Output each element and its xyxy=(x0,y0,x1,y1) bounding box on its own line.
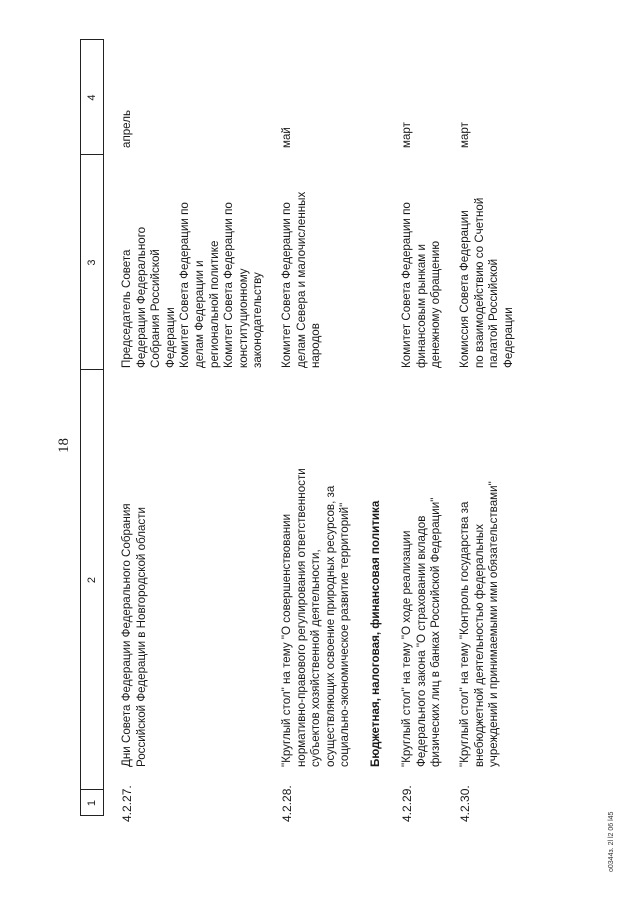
row-month: март xyxy=(400,122,413,148)
section-heading: Бюджетная, налоговая, финансовая политика xyxy=(369,500,382,767)
row-event: "Круглый стол" на тему "О совершенствовании нормативно-правового регулирования ответственности субъектов хозяйственной деятельности, осуществляющих освоение природных ресурсов, за социально-экономическое развитие территорий" xyxy=(280,468,352,767)
page-number: 18 xyxy=(56,438,72,453)
footer-print-code: о0344з. 2l l2 06 l45 xyxy=(608,811,615,872)
header-bottom-rule xyxy=(103,40,104,816)
row-month: апрель xyxy=(120,109,133,148)
header-top-rule xyxy=(80,40,81,816)
header-col-1: 1 xyxy=(86,799,98,807)
row-responsible: Комитет Совета Федерации по делам Севера и малочисленных народов xyxy=(280,191,323,368)
row-responsible: Комиссия Совета Федерации по взаимодействию со Счетной палатой Российской Федерации xyxy=(458,197,515,368)
row-responsible: Председатель Совета Федерации Федерального Собрания Российской Федерации Комитет Совета Федерации по делам Федерации и региональной политике Комитет Совета Федерации по конституционному законодательству xyxy=(120,202,265,368)
header-col-2: 2 xyxy=(86,576,98,584)
row-event: "Круглый стол" на тему "Контроль государства за внебюджетной деятельностью федеральных учреждений и принимаемыми ими обязательствами" xyxy=(458,481,501,767)
row-month: март xyxy=(458,122,471,148)
header-col-3: 3 xyxy=(86,259,98,266)
row-number: 4.2.29. xyxy=(400,785,414,822)
header-col-4: 4 xyxy=(86,94,98,101)
row-event: "Круглый стол" на тему "О ходе реализации Федерального закона "О страховании вкладов физических лиц в банках Российской Федерации" xyxy=(400,497,443,767)
row-number: 4.2.28. xyxy=(280,785,294,822)
row-number: 4.2.30. xyxy=(458,785,472,822)
row-responsible: Комитет Совета Федерации по финансовым рынкам и денежному обращению xyxy=(400,202,443,368)
row-number: 4.2.27. xyxy=(120,785,134,822)
row-month: май xyxy=(280,127,293,148)
row-event: Дни Совета Федерации Федерального Собрания Российской Федерации в Новгородской области xyxy=(120,503,148,767)
